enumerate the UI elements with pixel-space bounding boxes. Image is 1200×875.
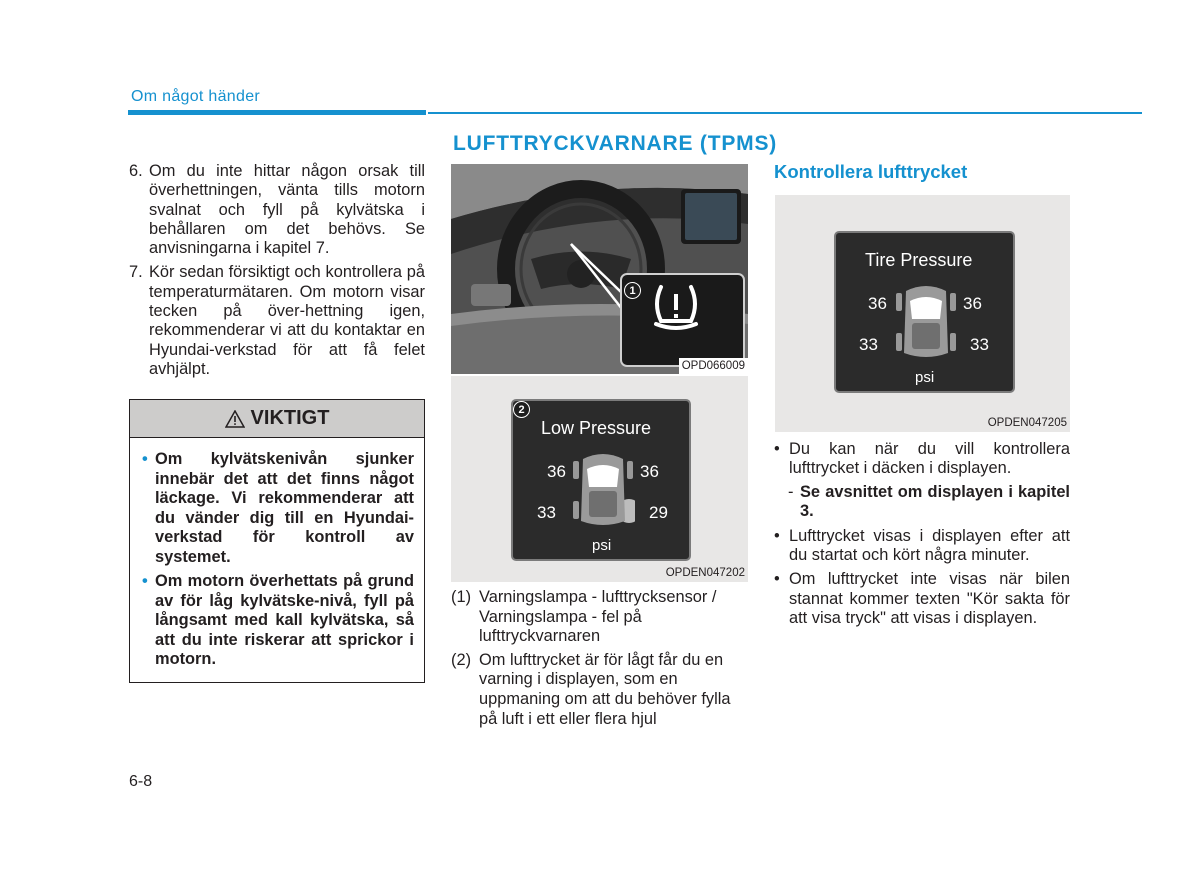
step-item xyxy=(129,263,425,379)
running-header: Om något händer xyxy=(131,88,261,105)
bullet-text: Lufttrycket visas i displayen efter att du startat och kört några minuter. xyxy=(789,526,1070,565)
tire-pressure-display xyxy=(834,231,1015,393)
bullet-icon: • xyxy=(142,450,148,468)
rear-right-pressure: 29 xyxy=(649,503,668,522)
low-pressure-figure xyxy=(451,376,748,582)
pressure-unit: psi xyxy=(915,369,935,386)
pressure-unit: psi xyxy=(592,537,612,554)
rear-left-pressure: 33 xyxy=(537,503,556,522)
front-left-pressure: 36 xyxy=(868,294,887,313)
step-number: 7. xyxy=(129,263,143,282)
bullet-icon: • xyxy=(774,526,780,545)
caption-item xyxy=(451,651,751,729)
panel-title: Low Pressure xyxy=(541,418,652,438)
callout-number: 2 xyxy=(513,401,530,418)
bullet-icon: • xyxy=(774,440,780,458)
header-rule-thick xyxy=(128,110,426,115)
step-text: Om du inte hittar någon orsak till överhettningen, vänta tills motorn svalnat och fyll på kylvätska i behållaren om det behövs. Se anvisningarna i kapitel 7. xyxy=(149,162,425,258)
tire-pressure-figure xyxy=(775,195,1070,432)
steps-list xyxy=(129,162,425,384)
bullet-icon: • xyxy=(142,572,148,590)
figure-code: OPDEN047205 xyxy=(987,417,1067,429)
caption-number: (1) xyxy=(451,588,472,606)
figure-code: OPDEN047202 xyxy=(665,567,745,579)
front-left-pressure: 36 xyxy=(547,462,566,481)
subsection-title: Kontrollera lufttrycket xyxy=(774,161,968,182)
warning-box xyxy=(129,399,425,683)
callout-number: 1 xyxy=(624,282,641,299)
caption-number: (2) xyxy=(451,650,472,669)
warning-item xyxy=(142,450,414,567)
sub-bullet-item xyxy=(788,483,1070,522)
caption-text: Varningslampa - lufttrycksensor / Varningslampa - fel på lufttryckvarnaren xyxy=(479,588,717,646)
rear-left-pressure: 33 xyxy=(859,335,878,354)
low-pressure-display xyxy=(511,399,691,561)
front-right-pressure: 36 xyxy=(640,462,659,481)
bullet-item xyxy=(774,440,1070,479)
warning-text: Om kylvätskenivån sjunker innebär det att det finns något läckage. Vi rekommenderar att du vänder dig till en Hyundai-verkstad för kontroll av systemet. xyxy=(155,450,414,566)
front-right-pressure: 36 xyxy=(963,294,982,313)
warning-list xyxy=(130,438,424,670)
info-bullets xyxy=(774,440,1070,634)
car-top-icon xyxy=(894,281,958,363)
bullet-icon: • xyxy=(774,570,780,589)
step-text: Kör sedan försiktigt och kontrollera på temperaturmätaren. Om motorn visar tecken på över-hettning igen, rekommenderar vi att du kontaktar en Hyundai-verkstad för att få felet avhjälpt. xyxy=(149,263,425,378)
caption-text: Om lufttrycket är för lågt får du en varning i displayen, som en uppmaning om att du behöver fylla på luft i ett eller flera hjul xyxy=(479,650,731,728)
warning-text: Om motorn överhettats på grund av för låg kylvätske-nivå, fyll på långsamt med kall kylvätska, så att du inte riskerar att sprickor i motorn. xyxy=(155,572,414,668)
bullet-item xyxy=(774,527,1070,566)
section-title: LUFTTRYCKVARNARE (TPMS) xyxy=(453,132,778,155)
warning-item xyxy=(142,572,414,670)
warning-heading: VIKTIGT xyxy=(250,407,330,429)
figure-captions xyxy=(451,588,751,733)
bullet-item xyxy=(774,570,1070,628)
dashboard-figure xyxy=(451,164,748,374)
warning-triangle-icon xyxy=(225,410,245,428)
warning-header xyxy=(130,400,424,438)
step-item xyxy=(129,162,425,258)
caption-item xyxy=(451,588,751,647)
rear-right-pressure: 33 xyxy=(970,335,989,354)
dashboard-illustration xyxy=(451,164,748,374)
header-rule-thin xyxy=(428,112,1142,114)
panel-title: Tire Pressure xyxy=(865,250,973,270)
figure-code: OPD066009 xyxy=(679,358,748,374)
step-number: 6. xyxy=(129,162,143,180)
page-number: 6-8 xyxy=(129,773,153,790)
bullet-text: Du kan när du vill kontrollera lufttrycket i däcken i displayen. xyxy=(789,440,1070,478)
bullet-text: Om lufttrycket inte visas när bilen stannat kommer texten "Kör sakta för att visa tryck" att visas i displayen. xyxy=(789,570,1070,628)
dash-icon: - xyxy=(788,482,794,501)
car-top-icon xyxy=(571,449,635,531)
sub-bullet-text: Se avsnittet om displayen i kapitel 3. xyxy=(800,482,1070,521)
